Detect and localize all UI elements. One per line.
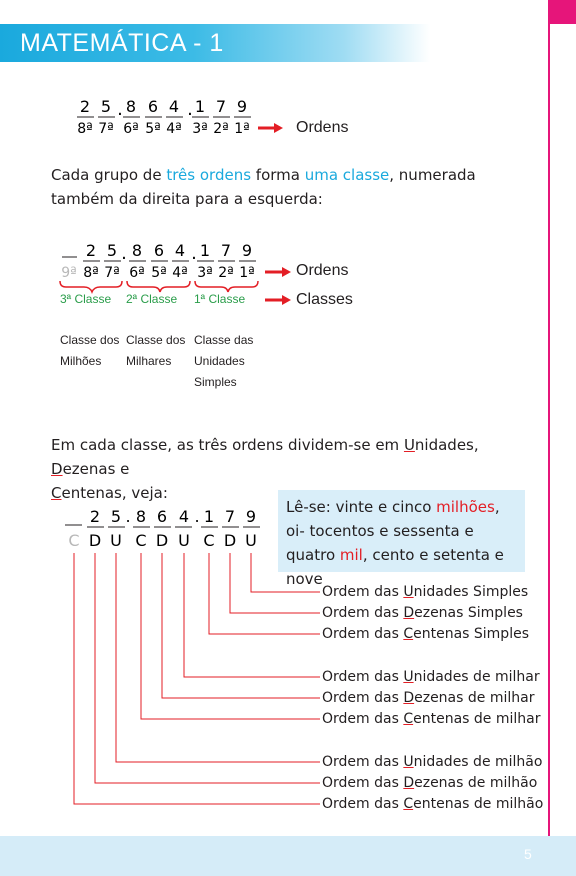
class-name-simple-units: Classe das Unidades Simples xyxy=(194,333,254,389)
text-segment: Em cada classe, as três ordens dividem-se em xyxy=(51,436,404,454)
underlined-letter: D xyxy=(51,460,63,478)
footer-band xyxy=(0,836,576,876)
ex1-order: 7ª xyxy=(98,121,114,137)
ex2-digit: 5 xyxy=(106,241,118,260)
text-segment: nidades de milhar xyxy=(413,669,540,685)
order-label-hundreds-thousand xyxy=(322,710,540,728)
highlight-one-class: uma classe xyxy=(304,166,390,184)
ex1-order: 6ª xyxy=(123,121,139,137)
highlight-millions: milhões xyxy=(436,498,495,516)
order-label-units-simple xyxy=(322,583,528,601)
order-label-units-million xyxy=(322,753,542,771)
ex3-separator: . xyxy=(194,507,200,526)
class-label-3rd: 3ª Classe xyxy=(60,292,112,306)
text-segment: nidades Simples xyxy=(413,584,529,600)
ex2-orders-label: Ordens xyxy=(296,262,349,279)
example3-number xyxy=(65,507,260,550)
text-segment: Ordem das xyxy=(322,690,404,706)
ex1-order: 2ª xyxy=(213,121,229,137)
text-segment: , cento e setenta e nove xyxy=(286,546,504,588)
underlined-letter: U xyxy=(403,436,415,454)
ex2-classes-label: Classes xyxy=(296,291,353,308)
ex1-digit: 5 xyxy=(100,97,112,116)
reading-box xyxy=(278,490,525,588)
underlined-letter: U xyxy=(403,669,414,685)
ex1-digit: 7 xyxy=(215,97,227,116)
underlined-letter: C xyxy=(51,484,62,502)
text-segment: nidades, xyxy=(414,436,479,454)
class-label-2nd: 2ª Classe xyxy=(126,292,178,306)
class-name-thousands: Classe dos Milhares xyxy=(126,333,186,368)
ex1-separator: · xyxy=(117,104,123,125)
text-segment: ezenas de milhar xyxy=(414,690,535,706)
ex1-separator: · xyxy=(187,104,193,125)
order-label-tens-million xyxy=(322,774,537,792)
ex3-digit: 1 xyxy=(203,507,215,526)
ex1-order: 1ª xyxy=(234,121,250,137)
text-segment: forma xyxy=(251,166,305,184)
text-segment: entenas Simples xyxy=(413,626,529,642)
ex2-order: 3ª xyxy=(197,265,213,281)
text-segment: Lê-se: vinte e cinco xyxy=(286,498,437,516)
highlight-three-orders: três ordens xyxy=(166,166,252,184)
paragraph-classes xyxy=(51,163,531,211)
underlined-letter: U xyxy=(403,754,414,770)
example2-number xyxy=(61,241,256,281)
ex1-digit: 6 xyxy=(147,97,159,116)
brace-3rd-class xyxy=(60,281,122,292)
brace-1st-class xyxy=(195,281,258,292)
text-segment: Ordem das xyxy=(322,605,404,621)
ex2-digit: 9 xyxy=(241,241,253,260)
ex2-digit: 1 xyxy=(199,241,211,260)
ex2-order: 1ª xyxy=(239,265,255,281)
ex3-digit: 2 xyxy=(89,507,101,526)
underlined-letter: D xyxy=(403,690,415,706)
text-segment: entenas de milhão xyxy=(413,796,544,812)
brace-2nd-class xyxy=(127,281,190,292)
ex2-order: 7ª xyxy=(104,265,120,281)
order-label-units-thousand xyxy=(322,668,540,686)
class-name-millions: Classe dos Milhões xyxy=(60,333,120,368)
ex3-letter: C xyxy=(203,531,215,550)
ex1-digit: 2 xyxy=(79,97,91,116)
text-segment: entenas, veja: xyxy=(61,484,168,502)
ex3-digit: 9 xyxy=(245,507,257,526)
text-segment: Ordem das xyxy=(322,754,404,770)
text-segment: , oi- tocentos e sessenta e quatro xyxy=(286,498,500,564)
ex3-separator: . xyxy=(125,507,131,526)
ex3-digit: 8 xyxy=(135,507,147,526)
page-number: 5 xyxy=(524,846,532,862)
order-label-tens-thousand xyxy=(322,689,534,707)
ex3-digit: 6 xyxy=(156,507,168,526)
ex1-order: 5ª xyxy=(145,121,161,137)
ex2-digit: 7 xyxy=(220,241,232,260)
class-label-1st: 1ª Classe xyxy=(194,292,246,306)
class-braces xyxy=(60,281,258,292)
ex1-digit: 8 xyxy=(125,97,137,116)
underlined-letter: C xyxy=(403,626,414,642)
ex3-letter: U xyxy=(178,531,190,550)
ex1-order: 3ª xyxy=(192,121,208,137)
connector-lines xyxy=(74,553,320,804)
ex3-digit: 4 xyxy=(178,507,190,526)
ex2-digit: 6 xyxy=(153,241,165,260)
ex2-digit: 8 xyxy=(131,241,143,260)
ex3-letter: C xyxy=(68,531,80,550)
ex1-order: 8ª xyxy=(77,121,93,137)
underlined-letter: C xyxy=(403,711,414,727)
connector-hundreds-million xyxy=(74,553,320,804)
ex2-digit: 2 xyxy=(85,241,97,260)
ex3-letter: D xyxy=(223,531,237,550)
ex3-digit: 7 xyxy=(224,507,236,526)
ex3-letter: D xyxy=(155,531,169,550)
text-segment: Ordem das xyxy=(322,669,404,685)
ex2-arrow-classes-icon xyxy=(265,295,291,305)
ex2-separator: · xyxy=(191,248,197,269)
text-segment: ezenas e xyxy=(62,460,130,478)
underlined-letter: D xyxy=(403,775,415,791)
ex3-letter: U xyxy=(245,531,257,550)
ex2-order: 5ª xyxy=(151,265,167,281)
text-segment: Ordem das xyxy=(322,711,404,727)
ex2-digit: 4 xyxy=(174,241,186,260)
order-label-hundreds-million xyxy=(322,795,543,813)
ex3-letter: D xyxy=(88,531,102,550)
ex2-order: 6ª xyxy=(129,265,145,281)
text-segment: ezenas Simples xyxy=(414,605,523,621)
ex1-arrow-icon xyxy=(258,123,283,133)
page-title: MATEMÁTICA - 1 xyxy=(20,29,224,57)
highlight-thousand: mil xyxy=(339,546,363,564)
ex1-digit: 4 xyxy=(168,97,180,116)
ex1-orders-label: Ordens xyxy=(296,119,349,136)
text-segment: Ordem das xyxy=(322,775,404,791)
text-segment: entenas de milhar xyxy=(413,711,541,727)
underlined-letter: C xyxy=(403,796,414,812)
ex1-order: 4ª xyxy=(166,121,182,137)
order-label-hundreds-simple xyxy=(322,625,529,643)
ex1-digit: 1 xyxy=(194,97,206,116)
ex2-order: 8ª xyxy=(83,265,99,281)
ex2-order: 9ª xyxy=(61,265,77,281)
example1-number xyxy=(77,97,251,137)
text-segment: Ordem das xyxy=(322,796,404,812)
ex2-order: 2ª xyxy=(218,265,234,281)
ex1-digit: 9 xyxy=(236,97,248,116)
text-segment: nidades de milhão xyxy=(413,754,543,770)
underlined-letter: U xyxy=(403,584,414,600)
text-segment: Ordem das xyxy=(322,584,404,600)
ex3-letter: C xyxy=(135,531,147,550)
text-segment: , numerada também da direita para a esquerda: xyxy=(51,166,476,208)
text-segment: ezenas de milhão xyxy=(414,775,538,791)
text-segment: Cada grupo de xyxy=(51,166,167,184)
ex3-letter: U xyxy=(110,531,122,550)
ex2-separator: · xyxy=(121,248,127,269)
ex3-digit: 5 xyxy=(110,507,122,526)
text-segment: Ordem das xyxy=(322,626,404,642)
order-label-tens-simple xyxy=(322,604,523,622)
ex2-order: 4ª xyxy=(172,265,188,281)
ex2-arrow-orders-icon xyxy=(265,267,291,277)
underlined-letter: D xyxy=(403,605,415,621)
